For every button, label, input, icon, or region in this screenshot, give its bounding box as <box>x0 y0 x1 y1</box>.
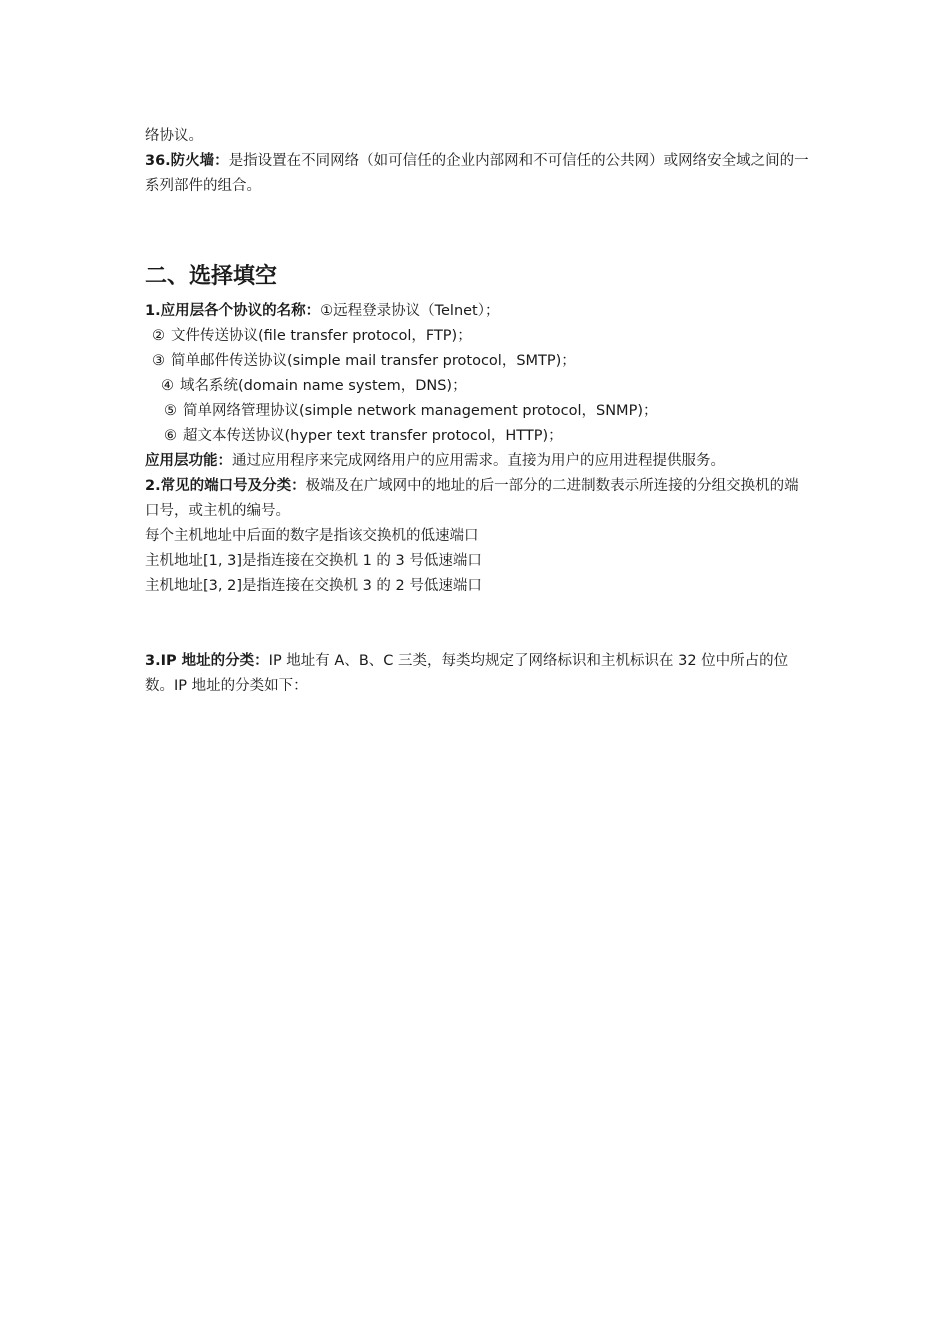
protocol-list-label: 1.应用层各个协议的名称： <box>145 303 321 319</box>
text-line: 每个主机地址中后面的数字是指该交换机的低速端口 <box>145 528 479 544</box>
item-text: 简单邮件传送协议(simple mail transfer protocol，SMTP)； <box>171 353 576 369</box>
item-number: ⑤ <box>164 403 177 419</box>
ip-class-text: IP 地址有 A、B、C 三类，每类均规定了网络标识和主机标识在 32 位中所占的位数。IP 地址的分类如下： <box>145 653 789 694</box>
firewall-definition: 是指设置在不同网络（如可信任的企业内部网和不可信任的公共网）或网络安全域之间的一系列部件的组合。 <box>145 153 809 194</box>
text-line: 主机地址[3, 2]是指连接在交换机 3 的 2 号低速端口 <box>145 578 482 594</box>
protocol-item-1: ①远程登录协议（Telnet）； <box>320 303 500 319</box>
app-layer-function <box>145 449 810 474</box>
function-text: 通过应用程序来完成网络用户的应用需求。直接为用户的应用进程提供服务。 <box>232 453 725 469</box>
protocol-item-3 <box>145 349 810 374</box>
spacer <box>145 599 810 649</box>
section-heading: 二、选择填空 <box>145 264 278 289</box>
item-number: ⑥ <box>164 428 177 444</box>
item-text: 域名系统(domain name system，DNS)； <box>180 378 467 394</box>
protocol-item-6 <box>145 424 810 449</box>
item-number: ② <box>152 328 165 344</box>
protocol-item-2 <box>145 324 810 349</box>
port-text: 极端及在广域网中的地址的后一部分的二进制数表示所连接的分组交换机的端口号，或主机的编号。 <box>145 478 799 519</box>
port-paragraph <box>145 474 810 524</box>
ip-class-paragraph <box>145 649 810 699</box>
text-line: 络协议。 <box>145 128 203 144</box>
ip-class-label: 3.IP 地址的分类： <box>145 653 269 669</box>
protocol-item-5 <box>145 399 810 424</box>
function-label: 应用层功能： <box>145 453 232 469</box>
item-text: 简单网络管理协议(simple network management protocol，SNMP)； <box>183 403 658 419</box>
text-line: 主机地址[1, 3]是指连接在交换机 1 的 3 号低速端口 <box>145 553 482 569</box>
item-text: 超文本传送协议(hyper text transfer protocol，HTTP)； <box>183 428 563 444</box>
firewall-term: 36.防火墙： <box>145 153 229 169</box>
protocol-item-4 <box>145 374 810 399</box>
item-number: ③ <box>152 353 165 369</box>
protocol-list-intro <box>145 299 810 324</box>
document-page <box>145 124 810 699</box>
item-number: ④ <box>161 378 174 394</box>
port-label: 2.常见的端口号及分类： <box>145 478 306 494</box>
firewall-paragraph <box>145 149 810 199</box>
item-text: 文件传送协议(file transfer protocol，FTP)； <box>171 328 472 344</box>
